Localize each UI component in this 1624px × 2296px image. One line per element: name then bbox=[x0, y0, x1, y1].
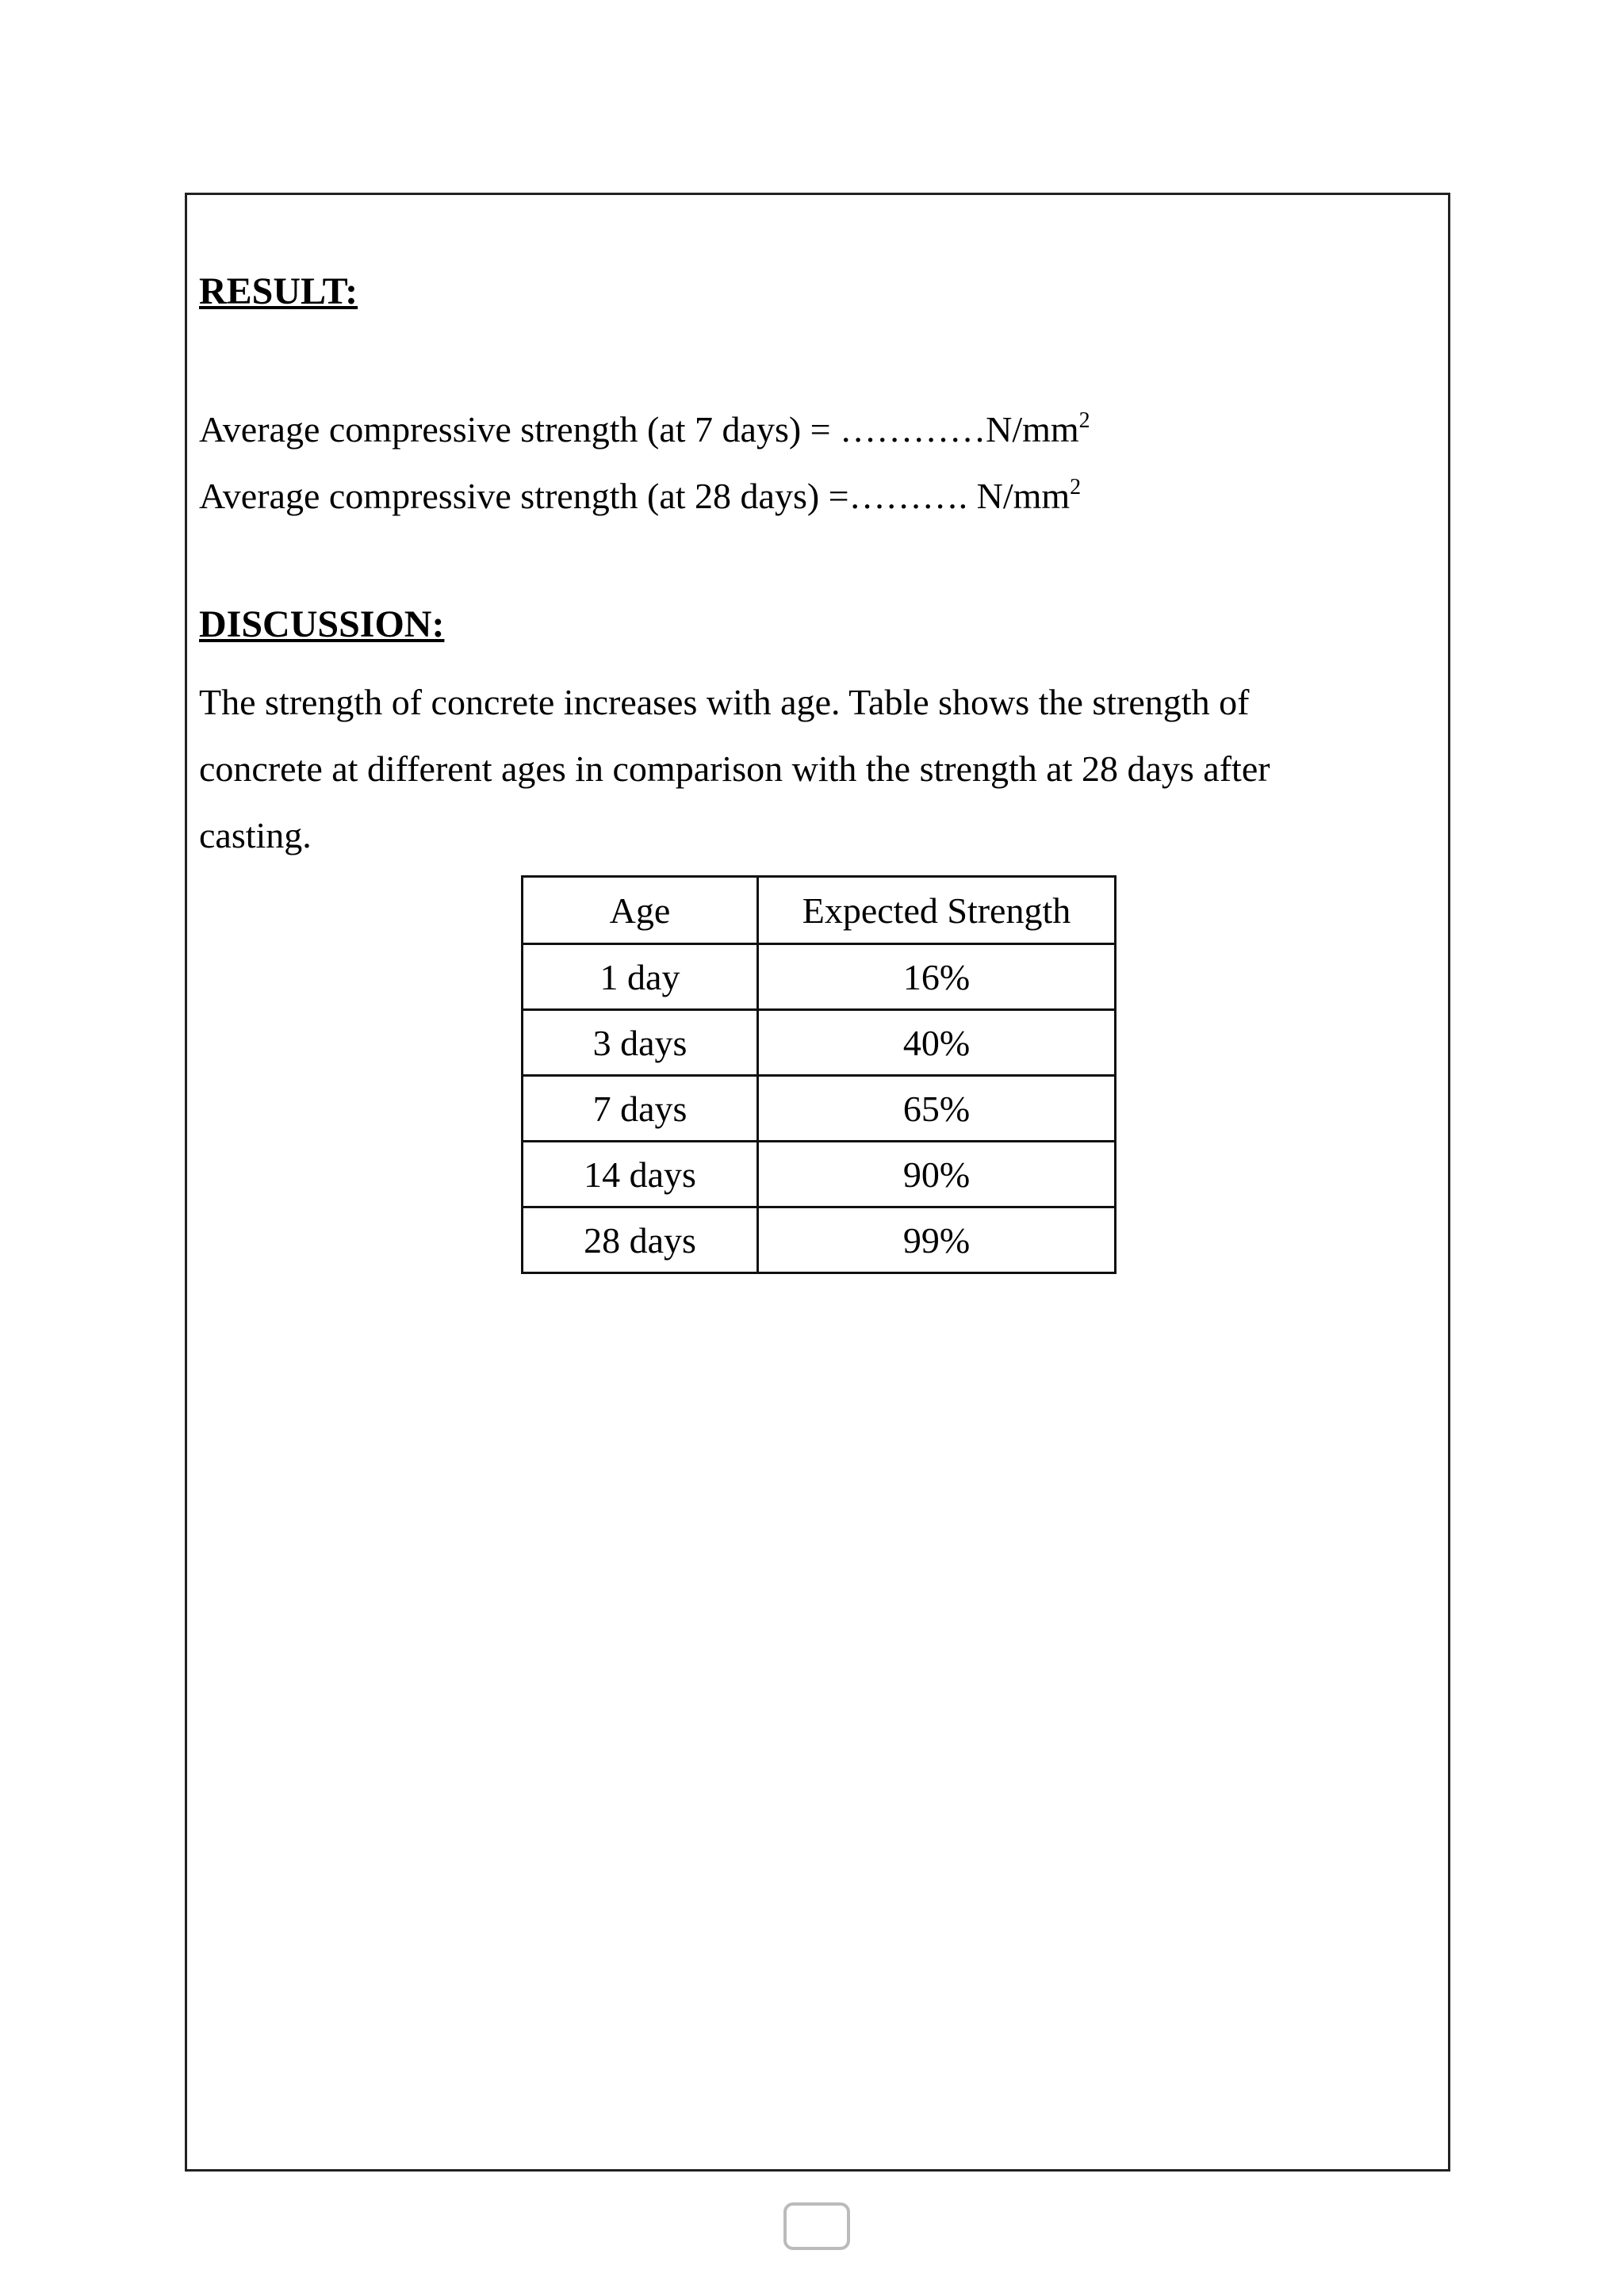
column-header-expected-strength: Expected Strength bbox=[758, 877, 1116, 944]
cell-age: 28 days bbox=[523, 1207, 758, 1273]
result-line-28-days-text: Average compressive strength (at 28 days) =………. N/mm bbox=[199, 476, 1071, 516]
table-row bbox=[523, 1142, 1116, 1207]
cell-strength: 99% bbox=[758, 1207, 1116, 1273]
page-content bbox=[199, 262, 1420, 869]
page-number-box bbox=[783, 2202, 850, 2250]
table-row bbox=[523, 1010, 1116, 1076]
table-row bbox=[523, 1207, 1116, 1273]
result-line-28-days bbox=[199, 463, 1420, 530]
cell-strength: 40% bbox=[758, 1010, 1116, 1076]
cell-age: 1 day bbox=[523, 944, 758, 1010]
strength-table bbox=[521, 875, 1116, 1274]
column-header-age: Age bbox=[523, 877, 758, 944]
table-header-row bbox=[523, 877, 1116, 944]
cell-age: 7 days bbox=[523, 1076, 758, 1142]
cell-age: 14 days bbox=[523, 1142, 758, 1207]
table-row bbox=[523, 944, 1116, 1010]
cell-strength: 16% bbox=[758, 944, 1116, 1010]
superscript: 2 bbox=[1078, 408, 1090, 433]
table-row bbox=[523, 1076, 1116, 1142]
cell-strength: 65% bbox=[758, 1076, 1116, 1142]
result-lines bbox=[199, 396, 1420, 530]
discussion-heading: DISCUSSION: bbox=[199, 603, 445, 645]
result-line-7-days-text: Average compressive strength (at 7 days) = …………N/mm bbox=[199, 409, 1079, 450]
cell-age: 3 days bbox=[523, 1010, 758, 1076]
result-line-7-days bbox=[199, 396, 1420, 463]
superscript: 2 bbox=[1070, 475, 1082, 499]
cell-strength: 90% bbox=[758, 1142, 1116, 1207]
result-heading: RESULT: bbox=[199, 270, 358, 312]
discussion-paragraph: The strength of concrete increases with age. Table shows the strength of concrete at different ages in comparison with the strength at 28 days after casting. bbox=[199, 682, 1270, 855]
